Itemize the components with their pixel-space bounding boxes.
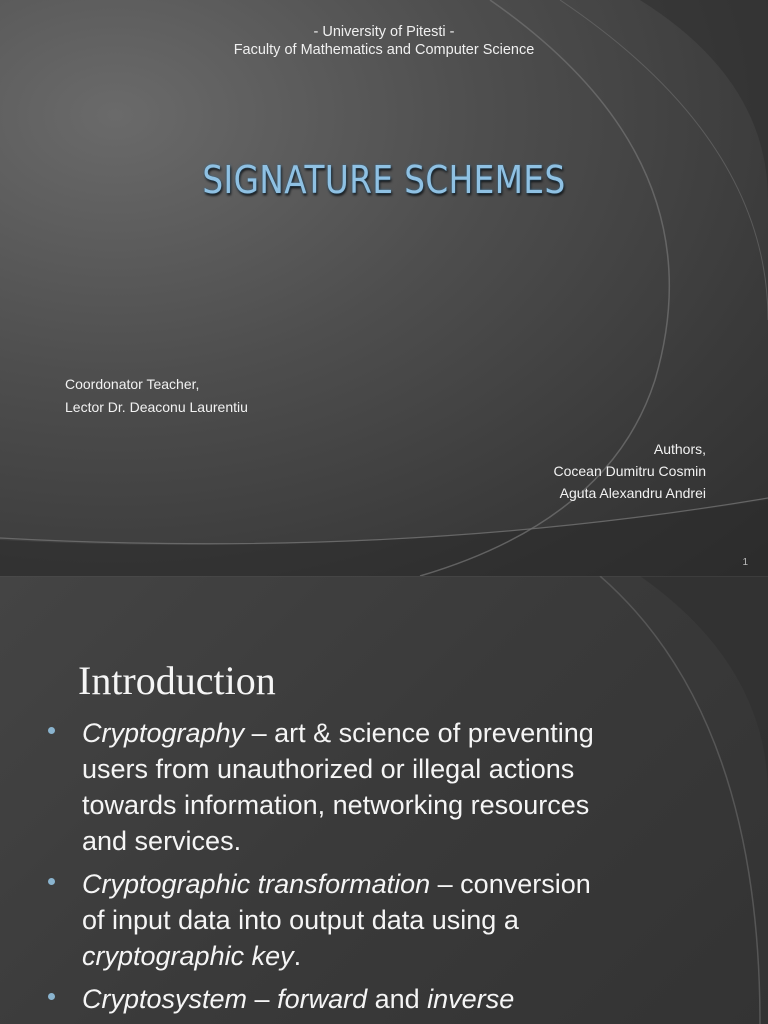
- bullet-dot-icon: [48, 993, 55, 1000]
- definition-text: – art & science of preventing: [244, 718, 594, 748]
- term-forward: forward: [277, 984, 368, 1014]
- definition-text: –: [247, 984, 278, 1014]
- introduction-slide: [0, 576, 768, 1024]
- definition-text: and services.: [82, 826, 242, 856]
- definition-text: users from unauthorized or illegal actions: [82, 754, 575, 784]
- bullet-dot-icon: [48, 878, 55, 885]
- list-item: [48, 715, 748, 859]
- slide-heading: Introduction: [78, 658, 276, 703]
- list-item: [48, 866, 748, 974]
- definition-text: .: [293, 941, 302, 971]
- bullet-dot-icon: [48, 727, 55, 734]
- definition-text: of input data into output data using a: [82, 905, 519, 935]
- term-cryptography: Cryptography: [82, 718, 245, 748]
- faculty-name: Faculty of Mathematics and Computer Science: [233, 42, 535, 58]
- authors-label: Authors,: [653, 441, 706, 457]
- term-cryptosystem: Cryptosystem: [82, 984, 248, 1014]
- definition-text: and: [367, 984, 428, 1014]
- slide-title: SIGNATURE SCHEMES: [202, 158, 566, 202]
- author-name-1: Cocean Dumitru Cosmin: [553, 463, 706, 479]
- definition-text: – conversion: [430, 869, 591, 899]
- term-cryptographic-key: cryptographic key: [82, 941, 294, 971]
- definition-text: towards information, networking resources: [82, 790, 590, 820]
- university-name: - University of Pitesti -: [313, 24, 455, 40]
- author-name-2: Aguta Alexandru Andrei: [559, 485, 706, 501]
- coordinator-label: Coordonator Teacher,: [65, 376, 200, 392]
- term-cryptographic-transformation: Cryptographic transformation: [82, 869, 431, 899]
- coordinator-name: Lector Dr. Deaconu Laurentiu: [65, 399, 248, 415]
- bullet-list: [48, 715, 748, 1024]
- term-inverse: inverse: [427, 984, 515, 1014]
- list-item: [48, 981, 748, 1017]
- page-number: 1: [742, 557, 748, 568]
